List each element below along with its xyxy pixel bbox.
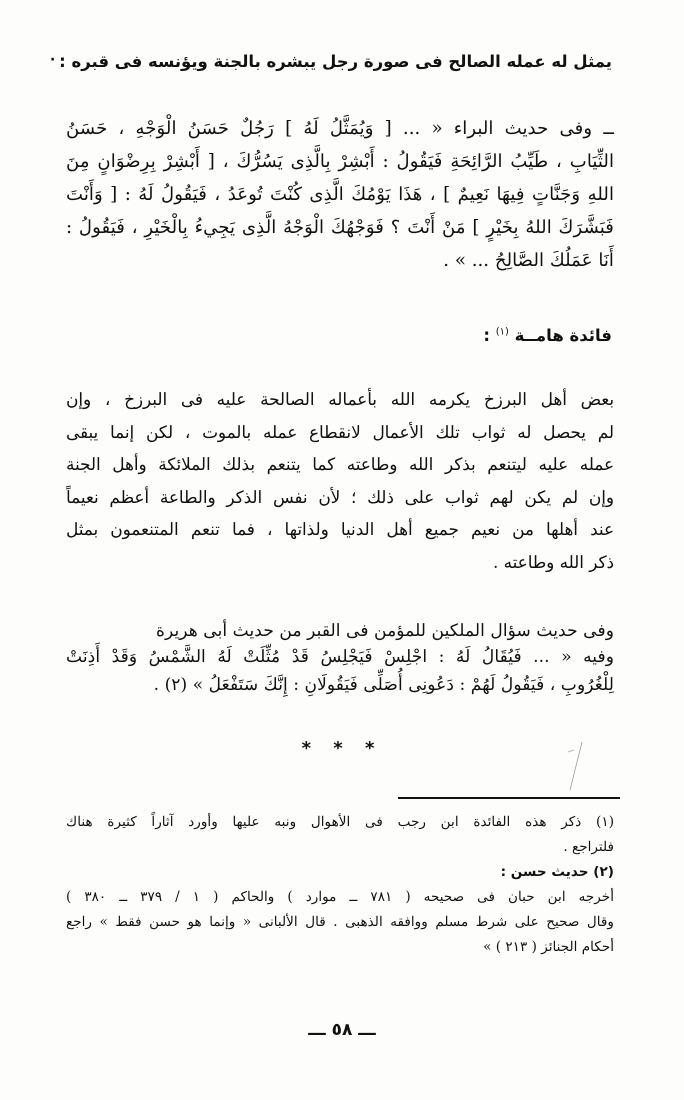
paragraph-line: ذكر الله وطاعته .	[492, 551, 614, 572]
paragraph-line: وإن لم يكن لهم ثواب على ذلك ؛ لأن نفس الذكر والطاعة أعظم نعيماً	[66, 486, 614, 507]
hadith-abu-hurayra-line: لِلْغُرُوبِ ، فَيَقُولُ لَهُمْ : دَعُونِى أُصَلِّى فَيَقُولَانِ : إِنَّكَ سَتَفْعَلُ » (٢) .	[153, 675, 614, 695]
paragraph-line: بعض أهل البرزخ يكرمه الله بأعماله الصالحة عليه فى البرزخ ، وإن	[66, 389, 614, 409]
hadith-abu-hurayra-block	[66, 617, 614, 699]
hadith-abu-hurayra-line: وفى حديث سؤال الملكين للمؤمن فى القبر من حديث أبى هريرة	[156, 621, 614, 641]
footnote-line: أخرجه ابن حبان فى صحيحه ( ٧٨١ ــ موارد ) والحاكم ( ١ / ٣٧٩ ــ ٣٨٠ )	[66, 889, 614, 905]
paragraph-line: عند أهلها من نعيم جميع أهل الدنيا ولذاتها ، فما تنعم المتنعمون بمثل	[66, 519, 614, 539]
hadith-bara-line: أَنَا عَمَلُكَ الصَّالِحُ ... » .	[443, 250, 614, 271]
paragraph-line: عمله عليه ليتنعم بذكر الله وطاعته كما يتنعم بذلك الملائكة وأهل الجنة	[66, 454, 614, 474]
hadith-bara-line: اللهِ وَجَنَّاتٍ فِيهَا نَعِيمٌ ] ، هَذَا يَوْمُكَ الَّذِى كُنْتَ تُوعَدُ ، فَيَقُولُ لَهُ : [ وَأَنْتَ	[66, 184, 614, 205]
footnote-ref-1: (١)	[495, 326, 509, 338]
section-separator: * * *	[301, 738, 383, 759]
hadith-bara-line: ــ وفى حديث البراء « ... [ وَيُمَثَّلُ لَهُ ] رَجُلٌ حَسَنُ الْوَجْهِ ، حَسَنُ	[66, 118, 614, 139]
paragraph-line: لم يحصل له ثواب تلك الأعمال لانقطاع عمله بالموت ، لكن إنما يبقى	[66, 421, 614, 442]
heading-marker: ·	[50, 52, 56, 68]
footnote-line: أحكام الجنائز ( ٢١٣ ) »	[483, 939, 614, 955]
important-note-heading	[483, 326, 612, 345]
footnote-line: فلتراجع .	[563, 839, 614, 855]
footnote-rule	[398, 797, 620, 799]
section-heading	[50, 52, 612, 71]
hadith-bara-block	[66, 112, 614, 277]
important-note-paragraph	[66, 383, 614, 578]
footnotes-block	[66, 810, 614, 960]
section-heading-text: يمثل له عمله الصالح فى صورة رجل يبشره بالجنة ويؤنسه فى قبره :	[59, 52, 612, 71]
page-number: ـــ ٥٨ ـــ	[308, 1020, 376, 1040]
hadith-bara-line: الثِّيَابِ ، طَيِّبُ الرَّائِحَةِ فَيَقُولُ : أَبْشِرْ بِالَّذِى يَسُرُّكَ ، [ أَبْشِرْ بِرِضْوَانٍ مِنَ	[66, 151, 614, 172]
hadith-abu-hurayra-line: وفيه « ... فَيُقَالُ لَهُ : اجْلِسْ فَيَجْلِسُ قَدْ مُثِّلَتْ لَهُ الشَّمْسُ وَقَدْ أَذِنَتْ	[66, 647, 614, 667]
important-note-colon: :	[483, 326, 490, 345]
footnote-line: وقال صحيح على شرط مسلم ووافقه الذهبى . قال الألبانى « وإنما هو حسن فقط » راجع	[66, 914, 614, 930]
hadith-bara-line: فَبَشَّرَكَ اللهُ بِخَيْرٍ ] مَنْ أَنْتَ ؟ فَوَجْهُكَ الْوَجْهُ الَّذِى يَجِيءُ بِالْخَيْرِ ، فَيَقُولُ :	[66, 217, 614, 238]
footnote-line: (١) ذكر هذه الفائدة ابن رجب فى الأهوال ونبه عليها وأورد آثاراً كثيرة هناك	[66, 814, 614, 830]
footnote-heading: (٢) حديث حسن :	[500, 864, 614, 880]
paper-scratch-mark	[560, 740, 590, 800]
important-note-title: فائدة هامــة	[514, 326, 612, 345]
